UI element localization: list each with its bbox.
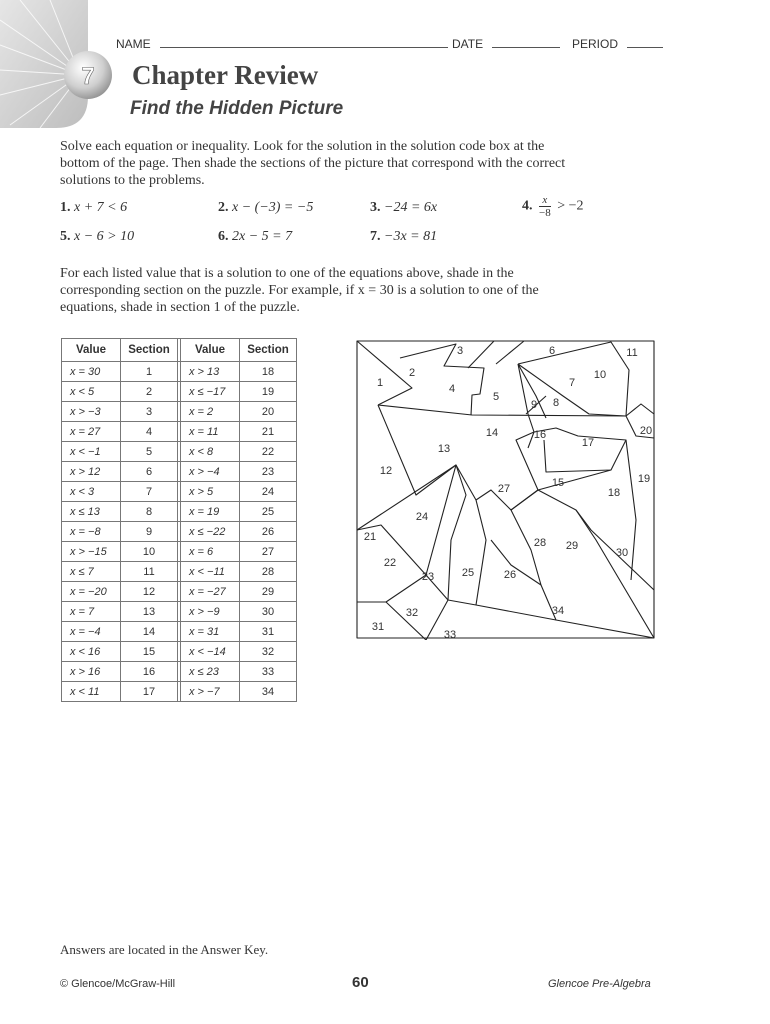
column-header: Section [240,339,297,362]
section-cell: 7 [121,482,178,502]
puzzle-section-label: 3 [456,345,464,357]
puzzle-line [386,600,448,640]
table-row [62,442,297,462]
date-line [492,37,560,48]
section-cell: 12 [121,582,178,602]
section-cell: 32 [240,642,297,662]
table-row [62,522,297,542]
section-cell: 14 [121,622,178,642]
hidden-picture-puzzle [356,340,656,640]
puzzle-line [400,344,484,415]
puzzle-section-label: 32 [405,607,419,619]
section-cell: 15 [121,642,178,662]
section-cell: 6 [121,462,178,482]
value-cell: x = 19 [181,502,240,522]
value-cell: x < −14 [181,642,240,662]
value-cell: x = −27 [181,582,240,602]
page-title: Chapter Review [132,60,319,90]
value-cell: x = 7 [62,602,121,622]
chapter-number: 7 [81,63,95,90]
value-cell: x = −20 [62,582,121,602]
puzzle-section-label: 4 [448,383,456,395]
puzzle-section-label: 17 [581,437,595,449]
value-cell: x ≤ 7 [62,562,121,582]
section-cell: 28 [240,562,297,582]
table-row [62,542,297,562]
problem-5 [60,229,134,245]
column-header: Value [62,339,121,362]
puzzle-line [496,341,524,364]
puzzle-section-label: 19 [637,473,651,485]
problem-2 [218,200,313,216]
period-field[interactable] [572,37,663,51]
book-title: Glencoe Pre-Algebra [548,978,651,990]
section-cell: 27 [240,542,297,562]
value-cell: x = −8 [62,522,121,542]
column-header: Value [181,339,240,362]
puzzle-section-label: 27 [497,483,511,495]
puzzle-section-label: 6 [548,345,556,357]
puzzle-section-label: 34 [551,605,565,617]
value-cell: x > −7 [181,682,240,702]
section-cell: 16 [121,662,178,682]
section-cell: 4 [121,422,178,442]
puzzle-section-label: 25 [461,567,475,579]
puzzle-section-label: 24 [415,511,429,523]
value-cell: x = 2 [181,402,240,422]
puzzle-section-label: 28 [533,537,547,549]
table-row [62,422,297,442]
copyright: © Glencoe/McGraw-Hill [60,978,176,990]
section-cell: 2 [121,382,178,402]
instructions-2: For each listed value that is a solution to one of the equations above, shade in the corresponding section on the puzzle. For example, if x = 30 is a solution to one of the equations, shade in section 1 of the puzzle. [60,266,539,315]
value-cell: x ≤ 13 [62,502,121,522]
section-cell: 29 [240,582,297,602]
problem-text: x + 7 < 6 [74,200,128,215]
section-cell: 18 [240,362,297,382]
puzzle-line [534,428,626,472]
problem-7 [370,229,437,245]
puzzle-section-label: 20 [639,425,653,437]
puzzle-line [626,404,654,416]
date-label: DATE [452,37,484,51]
value-cell: x ≤ −22 [181,522,240,542]
value-cell: x < 5 [62,382,121,402]
puzzle-section-label: 5 [492,391,500,403]
puzzle-section-label: 2 [408,367,416,379]
value-cell: x < 8 [181,442,240,462]
puzzle-section-label: 18 [607,487,621,499]
value-cell: x ≤ −17 [181,382,240,402]
puzzle-section-label: 9 [530,399,538,411]
section-cell: 34 [240,682,297,702]
section-cell: 11 [121,562,178,582]
period-label: PERIOD [572,37,619,51]
value-cell: x < 16 [62,642,121,662]
problem-6 [218,229,292,245]
puzzle-section-label: 16 [533,429,547,441]
problem-number: 6. [218,229,229,244]
value-cell: x > −9 [181,602,240,622]
puzzle-line [448,600,556,620]
table-row [62,622,297,642]
value-cell: x = 27 [62,422,121,442]
column-header: Section [121,339,178,362]
puzzle-section-label: 22 [383,557,397,569]
puzzle-section-label: 12 [379,465,393,477]
chapter-corner-art [0,0,120,130]
solution-code-table [61,338,297,702]
name-label: NAME [116,37,151,51]
puzzle-line [626,440,636,580]
table-row [62,482,297,502]
value-cell: x > −3 [62,402,121,422]
problem-1 [60,200,127,216]
puzzle-section-label: 10 [593,369,607,381]
value-cell: x = 31 [181,622,240,642]
table-row [62,582,297,602]
value-cell: x < −11 [181,562,240,582]
name-line [160,37,448,48]
instructions: Solve each equation or inequality. Look for the solution in the solution code box at the bottom of the page. Then shade the sections of the picture that correspond with the correct solutions to the problems. [60,139,566,188]
value-cell: x < 3 [62,482,121,502]
table-row [62,382,297,402]
period-line [627,37,663,48]
table-row [62,602,297,622]
puzzle-line [468,341,494,368]
section-cell: 33 [240,662,297,682]
puzzle-section-label: 13 [437,443,451,455]
value-cell: x > −15 [62,542,121,562]
value-cell: x = 11 [181,422,240,442]
problem-3 [370,200,437,216]
name-field[interactable] [116,37,448,51]
section-cell: 30 [240,602,297,622]
puzzle-section-label: 14 [485,427,499,439]
value-cell: x > 16 [62,662,121,682]
value-cell: x = −4 [62,622,121,642]
problem-text: > −2 [557,198,584,214]
puzzle-section-label: 15 [551,477,565,489]
puzzle-section-label: 26 [503,569,517,581]
value-cell: x ≤ 23 [181,662,240,682]
puzzle-section-label: 33 [443,629,457,640]
puzzle-section-label: 21 [363,531,377,543]
problem-number: 1. [60,200,71,215]
puzzle-section-label: 11 [626,347,638,359]
table-row [62,402,297,422]
table-row [62,682,297,702]
problem-number: 2. [218,200,229,215]
value-cell: x > 12 [62,462,121,482]
table-header-row [62,339,297,362]
page-number: 60 [352,974,369,991]
section-cell: 8 [121,502,178,522]
section-cell: 3 [121,402,178,422]
puzzle-line [357,341,412,405]
page-subtitle: Find the Hidden Picture [130,98,344,119]
table-row [62,502,297,522]
problem-text: x − (−3) = −5 [232,200,314,215]
value-cell: x < −1 [62,442,121,462]
value-cell: x > 5 [181,482,240,502]
problem-number: 5. [60,229,71,244]
section-cell: 9 [121,522,178,542]
value-cell: x = 6 [181,542,240,562]
answer-key-note: Answers are located in the Answer Key. [60,942,269,957]
section-cell: 10 [121,542,178,562]
section-cell: 24 [240,482,297,502]
section-cell: 19 [240,382,297,402]
problem-number: 3. [370,200,381,215]
problem-number: 4. [522,198,533,214]
puzzle-line [378,405,538,510]
puzzle-line [511,470,611,510]
value-cell: x = 30 [62,362,121,382]
section-cell: 21 [240,422,297,442]
table-row [62,362,297,382]
fraction-numerator: x [539,194,551,207]
problem-text: −3x = 81 [384,229,438,244]
section-cell: 22 [240,442,297,462]
value-cell: x > −4 [181,462,240,482]
section-cell: 25 [240,502,297,522]
section-cell: 20 [240,402,297,422]
puzzle-section-label: 8 [552,397,560,409]
puzzle-section-label: 29 [565,540,579,552]
puzzle-section-label: 23 [421,571,435,583]
puzzle-section-label: 7 [568,377,576,389]
problem-text: x − 6 > 10 [74,229,135,244]
table-row [62,562,297,582]
puzzle-section-label: 1 [376,377,384,389]
table-row [62,662,297,682]
problem-4 [522,194,584,219]
section-cell: 23 [240,462,297,482]
puzzle-line [476,500,486,605]
puzzle-section-label: 31 [371,621,385,633]
table-row [62,462,297,482]
problem-text: 2x − 5 = 7 [232,229,293,244]
section-cell: 5 [121,442,178,462]
value-cell: x > 13 [181,362,240,382]
section-cell: 1 [121,362,178,382]
section-cell: 13 [121,602,178,622]
section-cell: 17 [121,682,178,702]
table-row [62,642,297,662]
date-field[interactable] [452,37,560,51]
section-cell: 26 [240,522,297,542]
problem-text: −24 = 6x [384,200,438,215]
section-cell: 31 [240,622,297,642]
fraction-denominator: −8 [539,207,551,219]
problem-number: 7. [370,229,381,244]
value-cell: x < 11 [62,682,121,702]
puzzle-section-label: 30 [615,547,629,559]
